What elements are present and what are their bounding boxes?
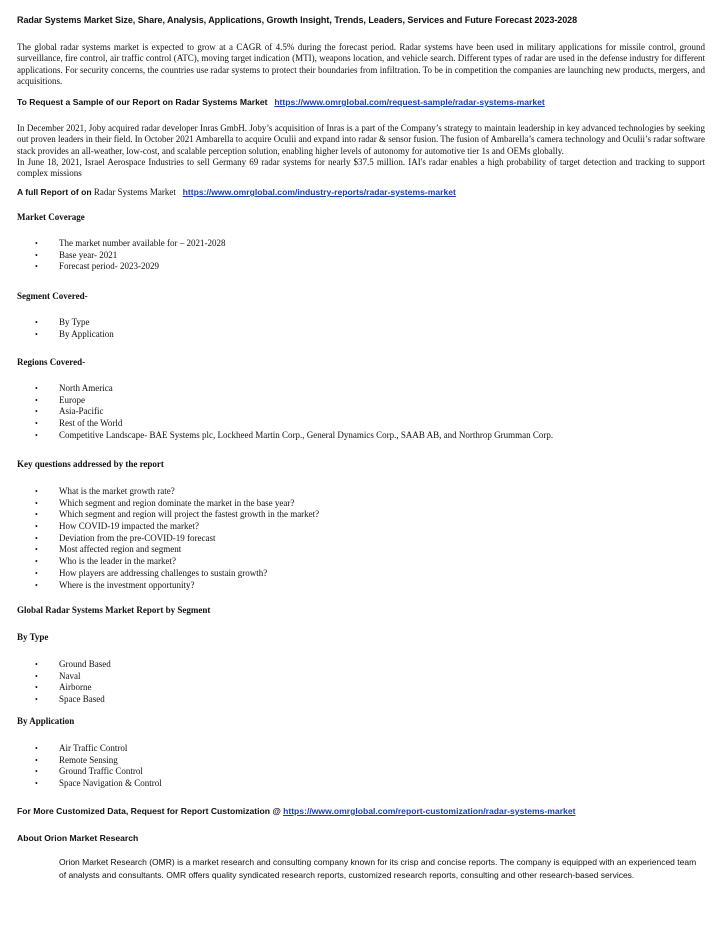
- intro-paragraph: The global radar systems market is expected to grow at a CAGR of 4.5% during the forecast period. Radar systems have been used in military applications for missile control, ground surveillance, fire control, air traffic control (ATC), moving target indication (MTI), weapons location, and vehicle search. Different types of radar are used in the defense industry for different applications. For security concerns, the countries use radar systems to protect their boundaries from infiltration. To be in competition the companies are launching new products, mergers, and acquisitions.: [17, 42, 705, 87]
- list-item: • Base year- 2021: [17, 250, 225, 262]
- list-item: • Forecast period- 2023-2029: [17, 261, 225, 273]
- by-type-heading: By Type: [17, 632, 49, 642]
- customization-label: For More Customized Data, Request for Report Customization @: [17, 806, 281, 816]
- by-application-list: [17, 743, 162, 790]
- segment-covered-list: [17, 317, 114, 340]
- full-report-link[interactable]: https://www.omrglobal.com/industry-reports/radar-systems-market: [182, 187, 456, 197]
- key-questions-heading: Key questions addressed by the report: [17, 459, 164, 469]
- list-item: • Remote Sensing: [17, 755, 162, 767]
- document-title: Radar Systems Market Size, Share, Analysis, Applications, Growth Insight, Trends, Leaders, Services and Future Forecast 2023-2028: [17, 15, 578, 25]
- news-paragraph-1: In December 2021, Joby acquired radar developer Inras GmbH. Joby’s acquisition of Inras is a part of the Company’s strategy to maintain leadership in key advanced technologies by seeking out proven leaders in their field. In October 2021 Ambarella to acquire Oculii and expand into radar & sensor fusion. The fusion of Ambarella’s camera technology and Oculii’s radar software stack provides an all-weather, low-cost, and scalable perception solution, enabling higher levels of autonomy for automotive tier 1s and OEMs globally.: [17, 123, 705, 156]
- regions-covered-heading: Regions Covered-: [17, 357, 86, 367]
- sample-request-link[interactable]: https://www.omrglobal.com/request-sample/radar-systems-market: [274, 97, 545, 107]
- list-item: • Which segment and region will project the fastest growth in the market?: [17, 509, 319, 521]
- about-heading: About Orion Market Research: [17, 833, 139, 843]
- market-coverage-heading: Market Coverage: [17, 212, 85, 222]
- list-item: • Most affected region and segment: [17, 544, 319, 556]
- by-application-heading: By Application: [17, 716, 75, 726]
- segment-covered-heading: Segment Covered-: [17, 291, 88, 301]
- sample-request-line: [17, 97, 705, 108]
- sample-request-label: To Request a Sample of our Report on Radar Systems Market: [17, 97, 268, 107]
- full-report-line: [17, 187, 705, 198]
- list-item: • By Type: [17, 317, 114, 329]
- about-paragraph: Orion Market Research (OMR) is a market research and consulting company known for its crisp and concise reports. The company is equipped with an experienced team of analysts and consultants. OMR offers quality syndicated research reports, customized research reports, consulting and other research-based services.: [59, 857, 697, 881]
- list-item: • What is the market growth rate?: [17, 486, 319, 498]
- list-item: • North America: [17, 383, 553, 395]
- list-item: • Competitive Landscape- BAE Systems plc, Lockheed Martin Corp., General Dynamics Corp., SAAB AB, and Northrop Grumman Corp.: [17, 430, 553, 442]
- full-report-label-bold: A full Report of on: [17, 187, 92, 197]
- list-item: • Space Navigation & Control: [17, 778, 162, 790]
- list-item: • Who is the leader in the market?: [17, 556, 319, 568]
- list-item: • Air Traffic Control: [17, 743, 162, 755]
- list-item: • Rest of the World: [17, 418, 553, 430]
- customization-line: [17, 806, 705, 817]
- list-item: • Deviation from the pre-COVID-19 forecast: [17, 533, 319, 545]
- by-type-list: [17, 659, 111, 706]
- list-item: • How players are addressing challenges to sustain growth?: [17, 568, 319, 580]
- full-report-label-rest: Radar Systems Market: [93, 187, 176, 197]
- list-item: • Asia-Pacific: [17, 406, 553, 418]
- list-item: • Naval: [17, 671, 111, 683]
- list-item: • Which segment and region dominate the market in the base year?: [17, 498, 319, 510]
- list-item: • By Application: [17, 329, 114, 341]
- key-questions-list: [17, 486, 319, 591]
- list-item: • Ground Based: [17, 659, 111, 671]
- list-item: • The market number available for – 2021-2028: [17, 238, 225, 250]
- report-by-segment-heading: Global Radar Systems Market Report by Segment: [17, 605, 211, 615]
- market-coverage-list: [17, 238, 225, 273]
- customization-link[interactable]: https://www.omrglobal.com/report-customization/radar-systems-market: [283, 806, 576, 816]
- list-item: • Space Based: [17, 694, 111, 706]
- list-item: • Airborne: [17, 682, 111, 694]
- list-item: • Europe: [17, 395, 553, 407]
- list-item: • Ground Traffic Control: [17, 766, 162, 778]
- list-item: • How COVID-19 impacted the market?: [17, 521, 319, 533]
- regions-covered-list: [17, 383, 553, 441]
- list-item: • Where is the investment opportunity?: [17, 580, 319, 592]
- news-paragraph-2: In June 18, 2021, Israel Aerospace Industries to sell Germany 69 radar systems for nearly $37.5 million. IAI's radar enables a high probability of target detection and tracking to support complex missions: [17, 157, 705, 179]
